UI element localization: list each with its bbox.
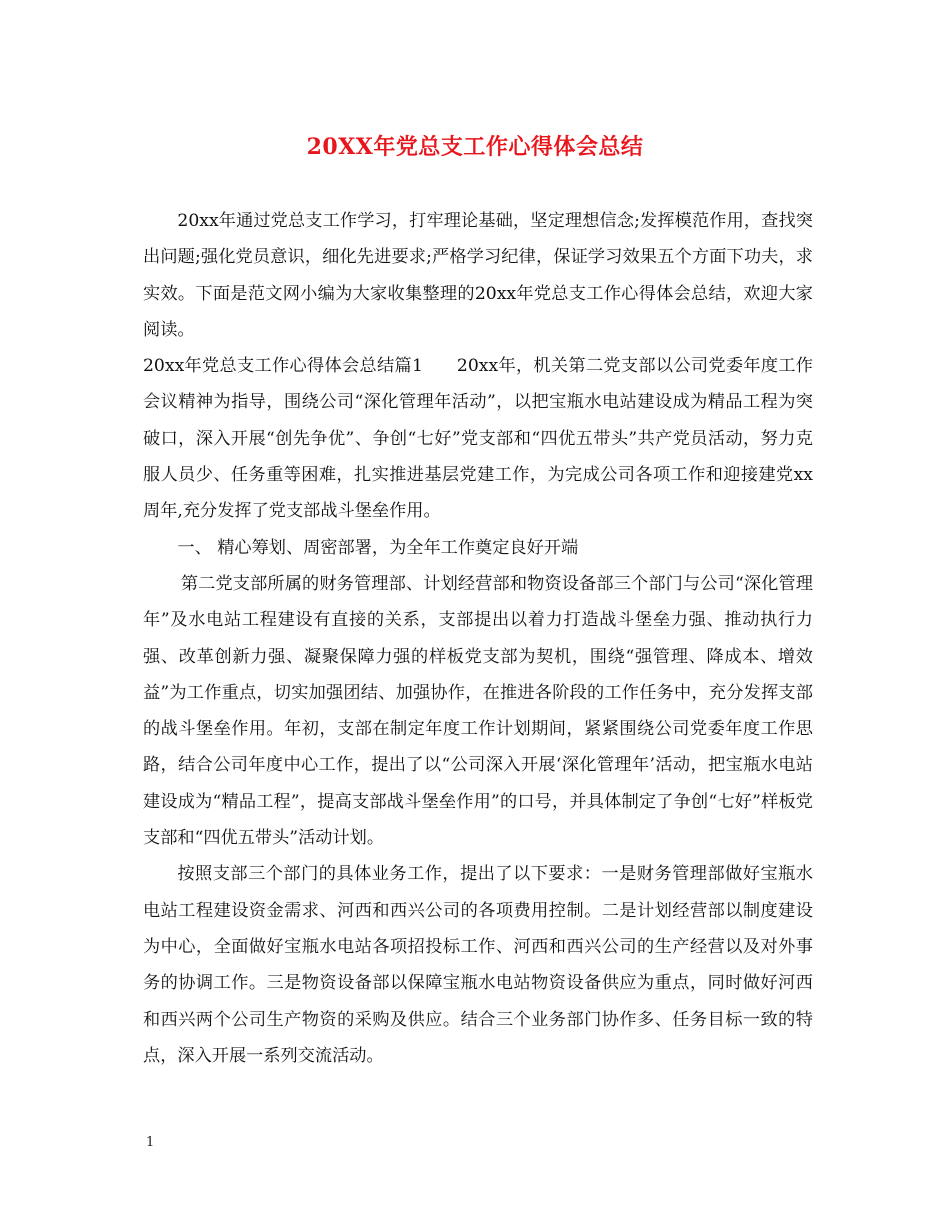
page-number: 1 — [146, 1135, 155, 1150]
section-paragraph-1: 第二党支部所属的财务管理部、计划经营部和物资设备部三个部门与公司“深化管理年”及水电站工程建设有直接的关系，支部提出以着力打造战斗堡垒力强、推动执行力强、改革创新力强、凝聚保障力强的样板党支部为契机，围绕“强管理、降成本、增效益”为工作重点，切实加强团结、加强协作，在推进各阶段的工作任务中，充分发挥支部的战斗堡垒作用。年初，支部在制定年度工作计划期间，紧紧围绕公司党委年度工作思路，结合公司年度中心工作，提出了以“公司深入开展‘深化管理年’活动，把宝瓶水电站建设成为“精品工程”，提高支部战斗堡垒作用”的口号，并具体制定了争创“七好”样板党支部和“四优五带头”活动计划。 — [143, 573, 813, 849]
chapter-heading: 20xx年党总支工作心得体会总结篇1 — [143, 356, 423, 377]
chapter-body: 20xx年，机关第二党支部以公司党委年度工作会议精神为指导，围绕公司“深化管理年活动”，以把宝瓶水电站建设成为精品工程为突破口，深入开展“创先争优”、争创“七好”党支部和“四优五带头”共产党员活动，努力克服人员少、任务重等困难，扎实推进基层党建工作，为完成公司各项工作和迎接建党xx周年,充分发挥了党支部战斗堡垒作用。 — [143, 356, 813, 522]
document-body — [143, 203, 813, 1074]
chapter-paragraph — [143, 348, 813, 529]
section-heading: 一、 精心筹划、周密部署，为全年工作奠定良好开端 — [177, 537, 579, 558]
section-paragraph-2: 按照支部三个部门的具体业务工作，提出了以下要求：一是财务管理部做好宝瓶水电站工程建设资金需求、河西和西兴公司的各项费用控制。二是计划经营部以制度建设为中心，全面做好宝瓶水电站各项招投标工作、河西和西兴公司的生产经营以及对外事务的协调工作。三是物资设备部以保障宝瓶水电站物资设备供应为重点，同时做好河西和西兴两个公司生产物资的采购及供应。结合三个业务部门协作多、任务目标一致的特点，深入开展一系列交流活动。 — [143, 864, 813, 1066]
document-title: 20XX年党总支工作心得体会总结 — [306, 134, 644, 160]
intro-paragraph: 20xx年通过党总支工作学习，打牢理论基础，坚定理想信念;发挥模范作用，查找突出问题;强化党员意识，细化先进要求;严格学习纪律，保证学习效果五个方面下功夫，求实效。下面是范文网小编为大家收集整理的20xx年党总支工作心得体会总结，欢迎大家阅读。 — [143, 211, 813, 340]
